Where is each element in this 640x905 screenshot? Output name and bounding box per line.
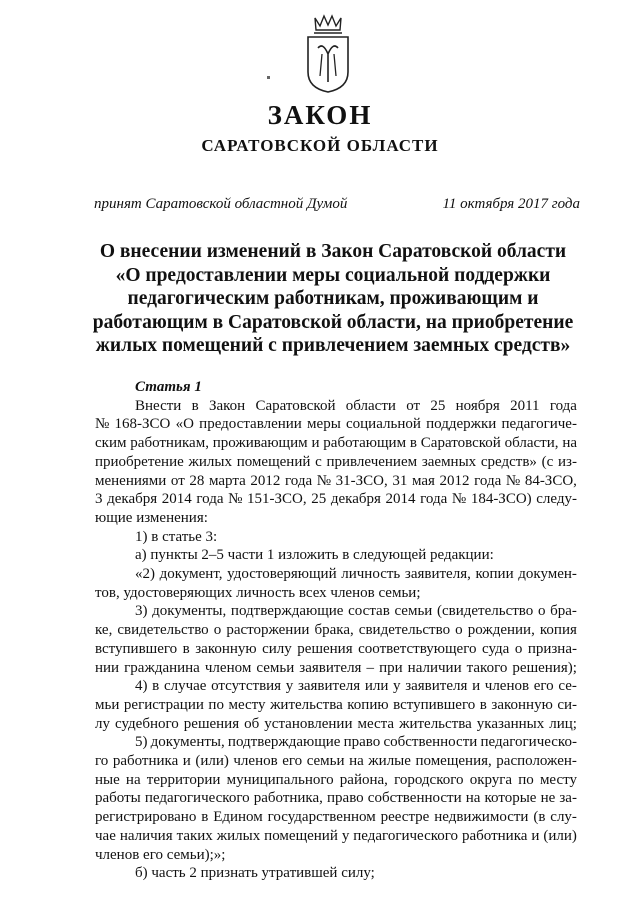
heading-line: О внесении изменений в Закон Саратовской области <box>99 241 567 262</box>
body-line: Внести в Закон Саратовской области от 25 ноября 2011 года <box>135 397 577 414</box>
document-subtitle: САРАТОВСКОЙ ОБЛАСТИ <box>201 136 439 155</box>
coat-of-arms-icon <box>302 14 354 94</box>
body-line: № 168-ЗСО «О предоставлении меры социальной поддержки педагогиче- <box>95 416 577 433</box>
heading-line: работающим в Саратовской области, на приобретение <box>92 311 574 333</box>
body-line: б) часть 2 признать утратившей силу; <box>135 865 375 882</box>
body-line: «2) документ, удостоверяющий личность заявителя, копии докумен- <box>135 566 577 583</box>
adopted-by: принят Саратовской областной Думой <box>94 196 348 212</box>
body-line: менениями от 28 марта 2012 года № 31-ЗСО, 31 мая 2012 года № 84-ЗСО, <box>95 472 577 489</box>
body-line: чае наличия таких жилых помещений у педагогического работника и (или) <box>95 827 577 844</box>
body-line: 3) документы, подтверждающие состав семьи (свидетельство о бра- <box>135 603 577 620</box>
law-heading <box>88 240 578 358</box>
body-line: 4) в случае отсутствия у заявителя или у заявителя и членов его се- <box>135 678 577 695</box>
body-line: вступившего в законную силу решения соответствующего суда о призна- <box>95 640 577 657</box>
body-line: регистрировано в Едином государственном реестре недвижимости (в слу- <box>95 809 577 826</box>
body-line: ке, свидетельство о расторжении брака, свидетельство о рождении, копия <box>95 622 577 639</box>
body-line: 1) в статье 3: <box>135 528 218 545</box>
body-line: нии гражданина членом семьи заявителя – при наличии такого решения); <box>95 659 577 676</box>
adoption-date: 11 октября 2017 года <box>442 196 580 212</box>
body-line: го работника и (или) членов его семьи на жилые помещения, расположен- <box>95 753 577 770</box>
body-line: членов его семьи);»; <box>95 846 226 863</box>
body-line: а) пункты 2–5 части 1 изложить в следующей редакции: <box>135 547 494 564</box>
body-line: ющие изменения: <box>95 509 208 526</box>
body-line: 3 декабря 2014 года № 151-ЗСО, 25 декабря 2014 года № 184-ЗСО) следу- <box>95 491 577 508</box>
heading-line: педагогическим работникам, проживающим и <box>127 288 539 309</box>
body-line: ским работникам, проживающим и работающим в Саратовской области, на <box>95 435 577 452</box>
document-title: ЗАКОН <box>267 100 373 130</box>
body-line: ные на территории муниципального района, городского округа по месту <box>95 771 577 788</box>
heading-line: жилых помещений с привлечением заемных средств» <box>95 335 571 356</box>
body-line: мьи регистрации по месту жительства копию вступившего в законную си- <box>95 696 577 713</box>
scan-speck <box>267 76 270 79</box>
heading-line: «О предоставлении меры социальной поддержки <box>115 264 551 286</box>
body-line: приобретение жилых помещений с привлечением заемных средств» (с из- <box>95 453 577 470</box>
body-line: тов, удостоверяющих личность всех членов семьи; <box>95 584 421 601</box>
body-line: работы педагогического работника, право собственности на которые не за- <box>95 790 577 807</box>
coat-of-arms-emblem <box>302 14 354 94</box>
body-line: 5) документы, подтверждающие право собственности педагогическо- <box>135 734 577 751</box>
article-title: Статья 1 <box>135 379 202 395</box>
law-body <box>95 378 577 883</box>
body-line: лу судебного решения об установлении места жительства указанных лиц; <box>95 715 577 732</box>
